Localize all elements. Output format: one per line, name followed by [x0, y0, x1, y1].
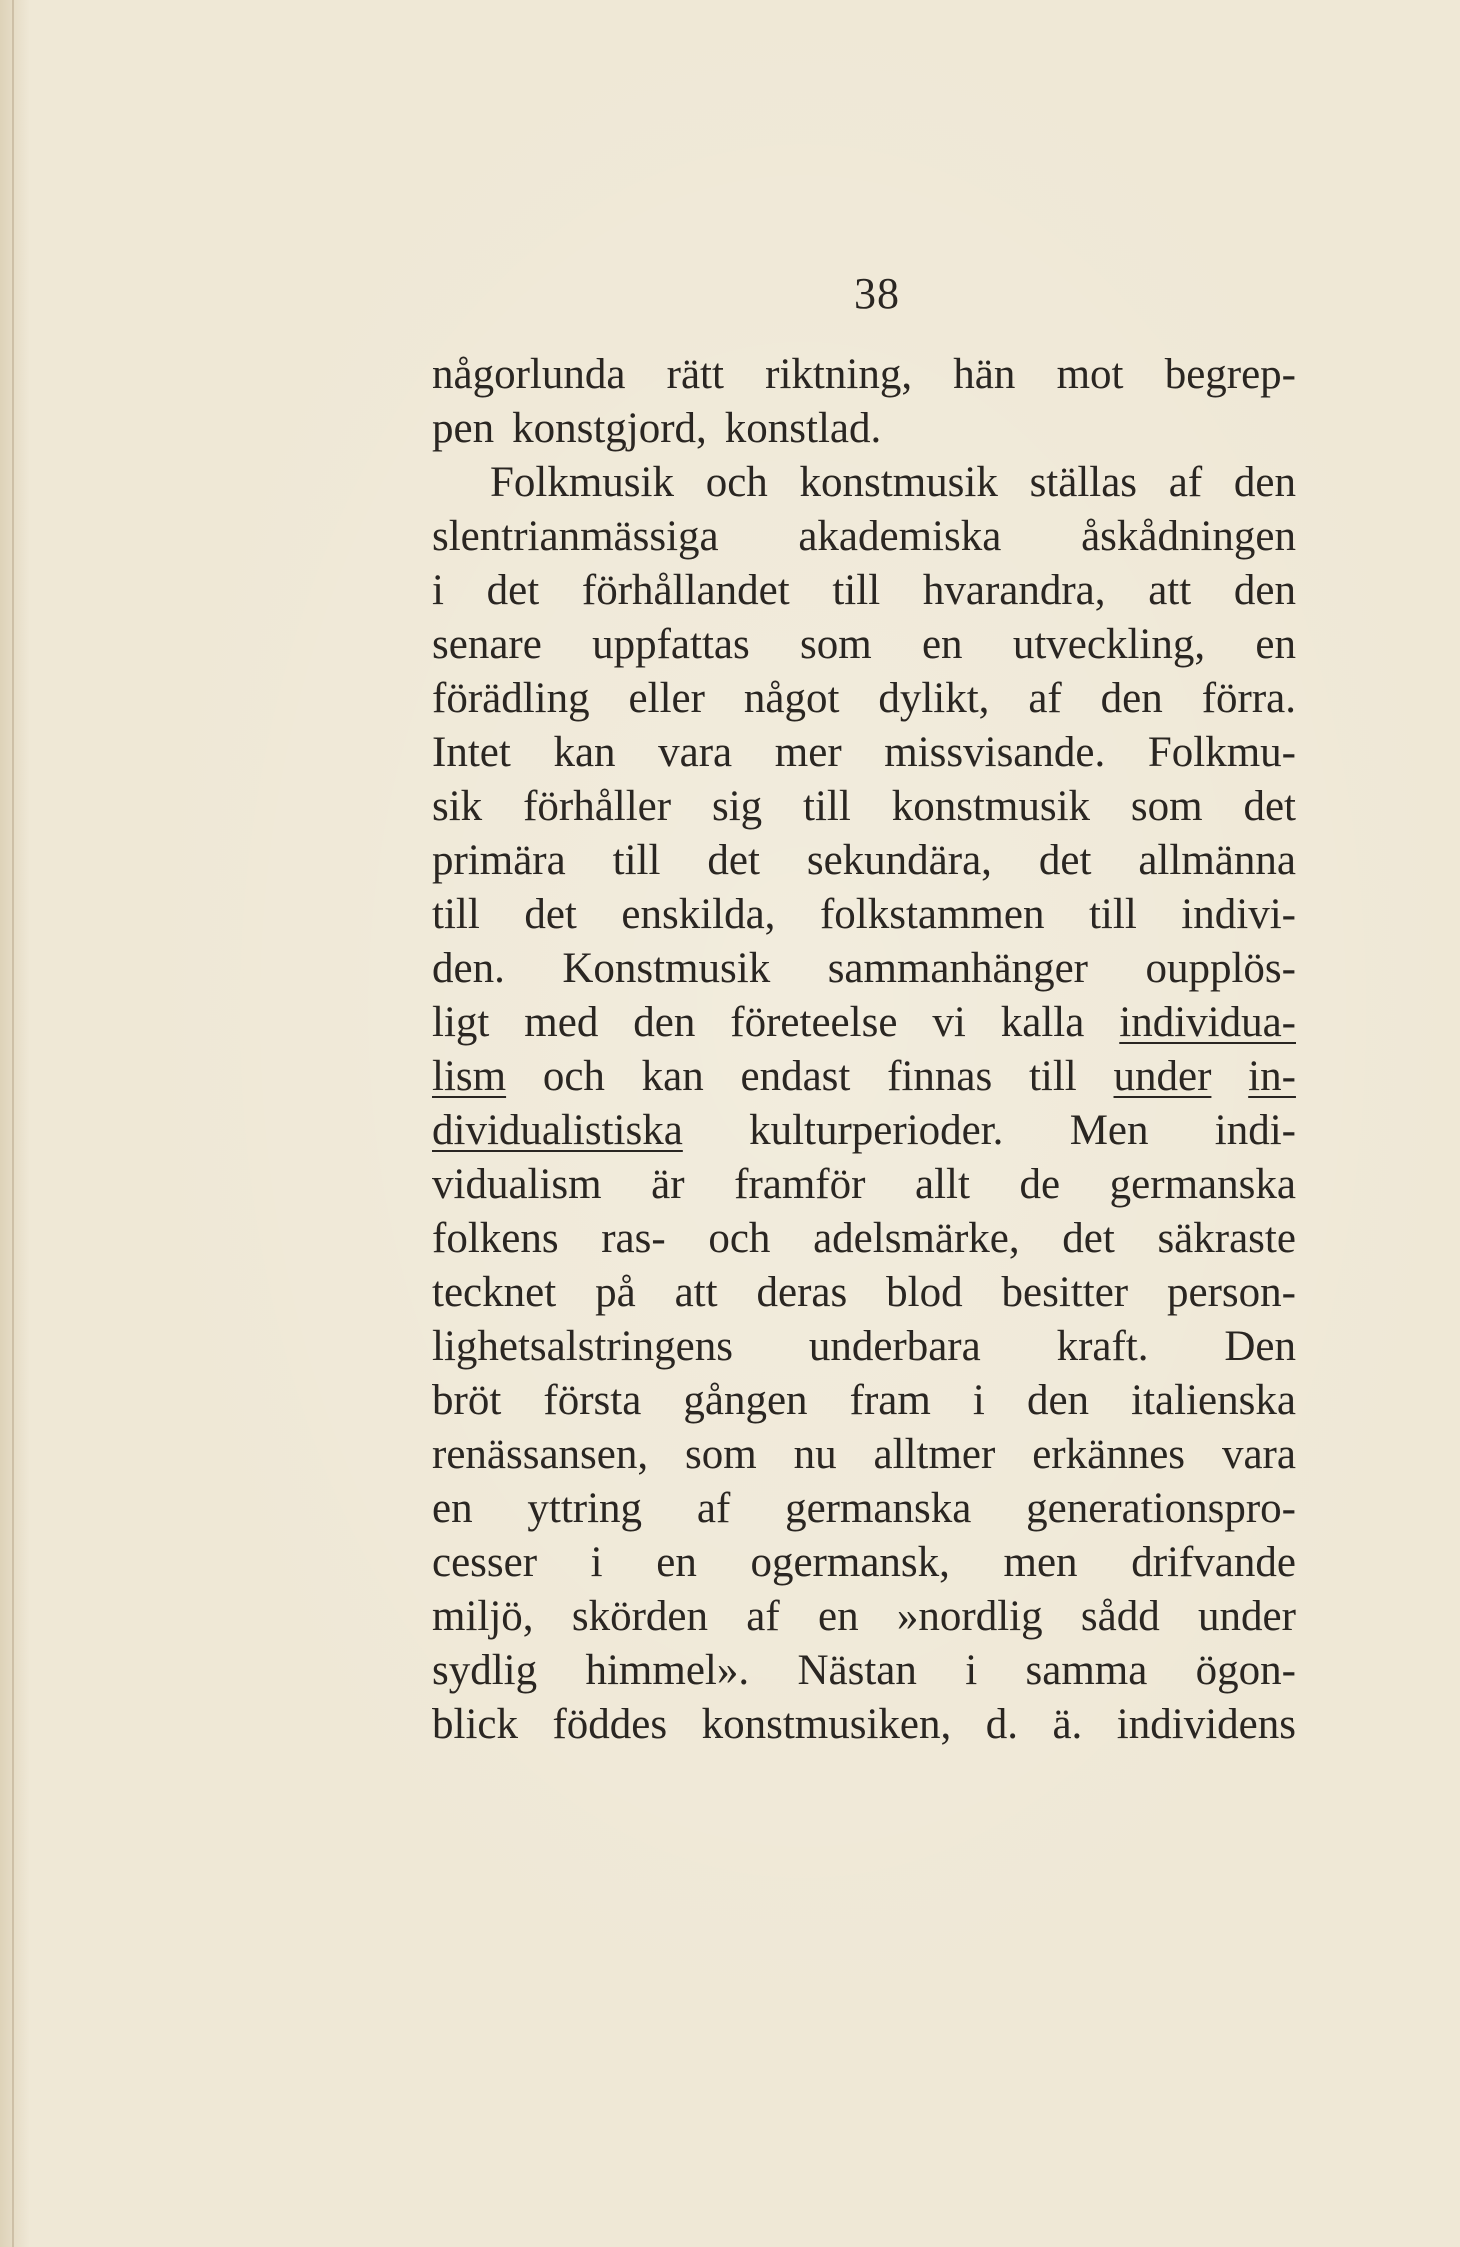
word: missvisande.	[884, 729, 1106, 776]
text-line	[432, 1212, 1296, 1266]
word: under	[1113, 1053, 1212, 1100]
word: person-	[1167, 1269, 1296, 1316]
word: men	[1003, 1539, 1078, 1586]
word: företeelse	[730, 999, 898, 1046]
word: i	[432, 567, 444, 614]
word: himmel».	[585, 1647, 750, 1694]
word: ogermansk,	[750, 1539, 950, 1586]
text-line	[432, 1644, 1296, 1698]
word: en	[656, 1539, 697, 1586]
word: nu	[793, 1431, 837, 1478]
word: den	[1100, 675, 1163, 722]
word: bröt	[432, 1377, 502, 1424]
word: kalla	[1000, 999, 1085, 1046]
word: det	[707, 837, 760, 884]
word: samma	[1025, 1647, 1148, 1694]
word: till	[1088, 891, 1137, 938]
word: den	[1026, 1377, 1090, 1424]
word: någorlunda	[432, 351, 626, 398]
word: besitter	[1001, 1269, 1129, 1316]
word: förädling	[432, 675, 590, 722]
word: »nordlig	[896, 1593, 1043, 1640]
word: förra.	[1201, 675, 1296, 722]
text-line	[432, 1158, 1296, 1212]
text-line	[432, 726, 1296, 780]
word: yttring	[527, 1485, 643, 1532]
page-edge	[12, 0, 14, 2247]
word: en	[1255, 621, 1296, 668]
word: som	[1130, 783, 1203, 830]
text-line	[432, 1266, 1296, 1320]
word: konstgjord,	[512, 405, 707, 452]
word: allt	[915, 1161, 970, 1208]
word: framför	[734, 1161, 866, 1208]
word: individua-	[1119, 999, 1296, 1046]
word: vara	[1221, 1431, 1296, 1478]
text-line	[432, 1698, 1296, 1752]
text-line	[432, 888, 1296, 942]
page-number: 38	[854, 269, 900, 318]
word: finnas	[887, 1053, 993, 1100]
word: sammanhänger	[827, 945, 1088, 992]
text-line	[432, 1428, 1296, 1482]
word: endast	[740, 1053, 851, 1100]
text-line	[432, 618, 1296, 672]
word: till	[832, 567, 881, 614]
text-line	[432, 996, 1296, 1050]
word: underbara	[808, 1323, 981, 1370]
word: ställas	[1029, 459, 1138, 506]
text-line	[432, 510, 1296, 564]
text-line	[432, 1320, 1296, 1374]
word: primära	[432, 837, 566, 884]
word: oupplös-	[1145, 945, 1296, 992]
word: föddes	[552, 1701, 668, 1748]
word: sekundära,	[806, 837, 992, 884]
word: konstmusik	[799, 459, 998, 506]
word: Konstmusik	[562, 945, 771, 992]
word: förhåller	[523, 783, 672, 830]
word: indi-	[1214, 1107, 1296, 1154]
word: begrep-	[1164, 351, 1296, 398]
word: kan	[641, 1053, 704, 1100]
text-line	[432, 1104, 1296, 1158]
text-line	[432, 1482, 1296, 1536]
word: till	[1028, 1053, 1077, 1100]
word: Den	[1224, 1323, 1296, 1370]
word: dylikt,	[878, 675, 990, 722]
word: Folkmu-	[1147, 729, 1296, 776]
word: Folkmusik	[490, 459, 674, 506]
word: den	[633, 999, 696, 1046]
word: som	[685, 1431, 757, 1478]
word: till	[612, 837, 661, 884]
word: gången	[683, 1377, 808, 1424]
word: att	[1148, 567, 1192, 614]
word: hän	[953, 351, 1016, 398]
word: de	[1019, 1161, 1061, 1208]
text-line	[432, 348, 1296, 402]
word: eller	[628, 675, 705, 722]
word: drifvande	[1131, 1539, 1296, 1586]
word: en	[432, 1485, 473, 1532]
word: akademiska	[798, 513, 1002, 560]
word: d.	[985, 1701, 1018, 1748]
word: allmänna	[1138, 837, 1296, 884]
word: första	[543, 1377, 642, 1424]
text-line	[432, 834, 1296, 888]
text-line	[432, 780, 1296, 834]
word: folkens	[432, 1215, 559, 1262]
word: lighetsalstringens	[432, 1323, 733, 1370]
word: som	[800, 621, 872, 668]
word: af	[1168, 459, 1203, 506]
word: en	[817, 1593, 859, 1640]
word: cesser	[432, 1539, 538, 1586]
word: i	[590, 1539, 603, 1586]
word: kraft.	[1056, 1323, 1149, 1370]
word: det	[1038, 837, 1092, 884]
text-line	[432, 942, 1296, 996]
word: indivi-	[1181, 891, 1296, 938]
word: erkännes	[1032, 1431, 1186, 1478]
word: ras-	[601, 1215, 666, 1262]
word: utveckling,	[1012, 621, 1206, 668]
word: af	[696, 1485, 731, 1532]
word: det	[486, 567, 540, 614]
word: slentrianmässiga	[432, 513, 719, 560]
word: mer	[774, 729, 842, 776]
word: konstlad.	[724, 405, 882, 452]
word: ligt	[432, 999, 490, 1046]
word: och	[708, 1215, 771, 1262]
word: dividualistiska	[432, 1107, 683, 1154]
word: sydlig	[432, 1647, 538, 1694]
word: germanska	[1109, 1161, 1296, 1208]
text-line	[432, 456, 1296, 510]
word: in-	[1248, 1053, 1296, 1100]
word: förhållandet	[581, 567, 790, 614]
word: blick	[432, 1701, 518, 1748]
text-line	[432, 1536, 1296, 1590]
text-line	[432, 1050, 1296, 1104]
word: hvarandra,	[922, 567, 1106, 614]
word: det	[524, 891, 577, 938]
word: att	[674, 1269, 718, 1316]
word: sådd	[1080, 1593, 1160, 1640]
word: en	[921, 621, 963, 668]
word: pen	[432, 405, 495, 452]
word: af	[746, 1593, 780, 1640]
word: tecknet	[432, 1269, 557, 1316]
word: vara	[658, 729, 733, 776]
word: och	[705, 459, 768, 506]
word: till	[803, 783, 851, 830]
word: alltmer	[873, 1431, 996, 1478]
text-line	[432, 564, 1296, 618]
word: kulturperioder.	[749, 1107, 1004, 1154]
word: riktning,	[765, 351, 913, 398]
word: vi	[932, 999, 966, 1046]
word: enskilda,	[621, 891, 776, 938]
word: på	[595, 1269, 636, 1316]
text-line	[432, 672, 1296, 726]
word: italienska	[1131, 1377, 1296, 1424]
word: konstmusiken,	[701, 1701, 952, 1748]
word: med	[524, 999, 599, 1046]
word: vidualism	[432, 1161, 602, 1208]
word: är	[651, 1161, 685, 1208]
word: blod	[886, 1269, 963, 1316]
word: åskådningen	[1081, 513, 1296, 560]
word: Nästan	[797, 1647, 917, 1694]
word: Men	[1069, 1107, 1149, 1154]
word: det	[1243, 783, 1296, 830]
word: folkstammen	[819, 891, 1045, 938]
word: sik	[432, 783, 483, 830]
word: lism	[432, 1053, 507, 1100]
word: miljö,	[432, 1593, 534, 1640]
word: till	[432, 891, 480, 938]
word: deras	[756, 1269, 848, 1316]
word: senare	[432, 621, 542, 668]
word: kan	[553, 729, 616, 776]
word: uppfattas	[592, 621, 750, 668]
body-text	[432, 348, 1296, 1752]
word: och	[542, 1053, 605, 1100]
word: den	[1233, 567, 1296, 614]
word: renässansen,	[432, 1431, 649, 1478]
text-line	[432, 1374, 1296, 1428]
word: individens	[1116, 1701, 1296, 1748]
word: germanska	[785, 1485, 972, 1532]
word: den	[1233, 459, 1296, 506]
word: ä.	[1052, 1701, 1083, 1748]
word: skörden	[571, 1593, 708, 1640]
word: sig	[711, 783, 763, 830]
word: i	[965, 1647, 978, 1694]
word: det	[1062, 1215, 1115, 1262]
word: den.	[432, 945, 505, 992]
word: adelsmärke,	[813, 1215, 1020, 1262]
word: ögon-	[1195, 1647, 1296, 1694]
text-line	[432, 402, 1296, 456]
word: mot	[1056, 351, 1124, 398]
word: Intet	[432, 729, 511, 776]
word: generationspro-	[1026, 1485, 1296, 1532]
word: något	[743, 675, 840, 722]
word: af	[1028, 675, 1062, 722]
word: säkraste	[1157, 1215, 1296, 1262]
word: fram	[849, 1377, 931, 1424]
word: under	[1198, 1593, 1296, 1640]
text-line	[432, 1590, 1296, 1644]
word: i	[972, 1377, 985, 1424]
word: rätt	[666, 351, 724, 398]
word: konstmusik	[891, 783, 1091, 830]
